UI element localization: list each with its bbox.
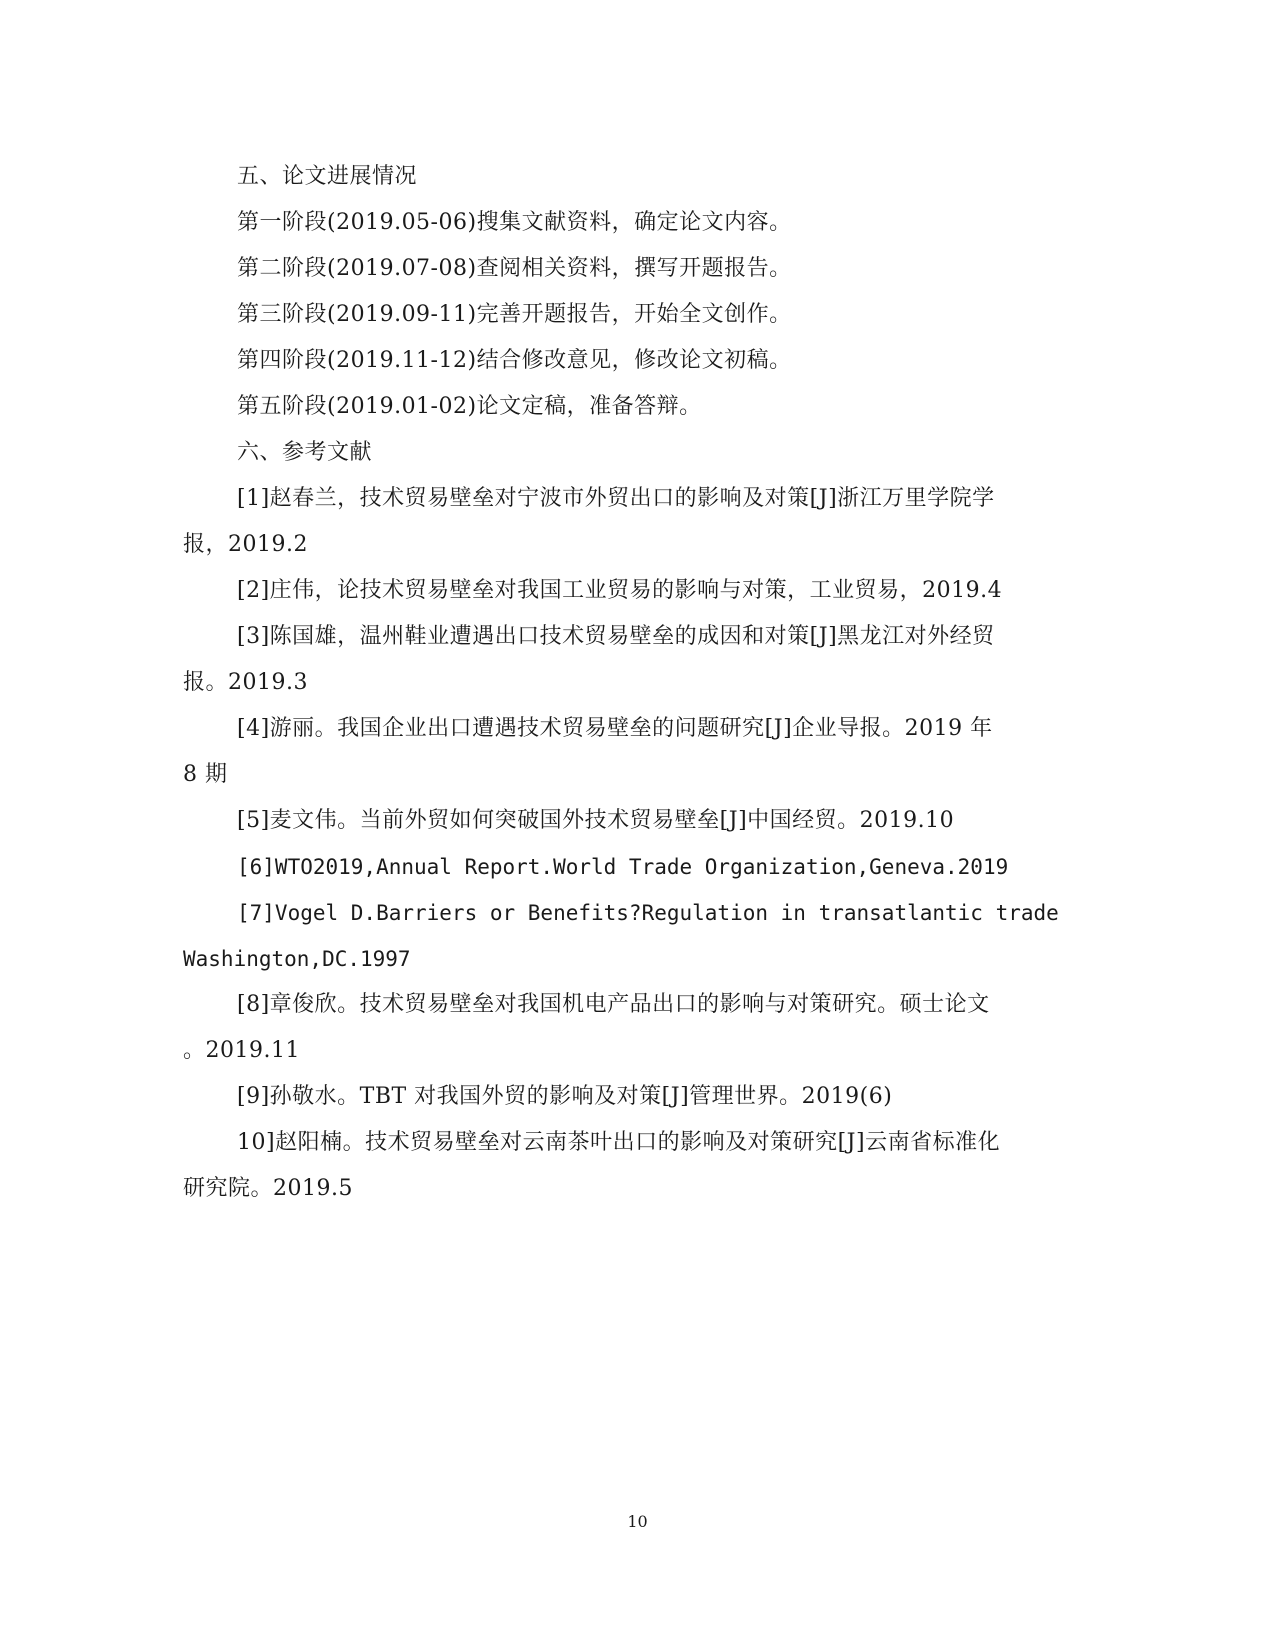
reference-10-line-2: 研究院。2019.5 bbox=[183, 1176, 353, 1201]
progress-stage-2: 第二阶段(2019.07-08)查阅相关资料，撰写开题报告。 bbox=[237, 256, 792, 281]
progress-stage-4: 第四阶段(2019.11-12)结合修改意见，修改论文初稿。 bbox=[237, 348, 792, 373]
section-heading-references: 六、参考文献 bbox=[237, 440, 373, 465]
reference-4-line-1: [4]游丽。我国企业出口遭遇技术贸易壁垒的问题研究[J]企业导报。2019 年 bbox=[237, 716, 993, 741]
progress-stage-3: 第三阶段(2019.09-11)完善开题报告，开始全文创作。 bbox=[237, 302, 792, 327]
reference-3-line-1: [3]陈国雄，温州鞋业遭遇出口技术贸易壁垒的成因和对策[J]黑龙江对外经贸 bbox=[237, 624, 995, 649]
reference-8-line-2: 。2019.11 bbox=[183, 1038, 300, 1063]
progress-stage-5: 第五阶段(2019.01-02)论文定稿，准备答辩。 bbox=[237, 394, 702, 419]
reference-7-line-2: Washington,DC.1997 bbox=[183, 947, 411, 971]
reference-5: [5]麦文伟。当前外贸如何突破国外技术贸易壁垒[J]中国经贸。2019.10 bbox=[237, 808, 955, 833]
reference-1-line-1: [1]赵春兰，技术贸易壁垒对宁波市外贸出口的影响及对策[J]浙江万里学院学 bbox=[237, 486, 995, 511]
reference-10-line-1: 10]赵阳楠。技术贸易壁垒对云南茶叶出口的影响及对策研究[J]云南省标准化 bbox=[237, 1130, 1001, 1155]
reference-9: [9]孙敬水。TBT 对我国外贸的影响及对策[J]管理世界。2019(6) bbox=[237, 1084, 893, 1109]
section-heading-progress: 五、论文进展情况 bbox=[237, 164, 418, 189]
reference-2: [2]庄伟，论技术贸易壁垒对我国工业贸易的影响与对策，工业贸易，2019.4 bbox=[237, 578, 1003, 603]
page-number: 10 bbox=[627, 1512, 648, 1531]
reference-4-line-2: 8 期 bbox=[183, 762, 228, 787]
reference-3-line-2: 报。2019.3 bbox=[183, 670, 308, 695]
reference-1-line-2: 报，2019.2 bbox=[183, 532, 308, 557]
reference-8-line-1: [8]章俊欣。技术贸易壁垒对我国机电产品出口的影响与对策研究。硕士论文 bbox=[237, 992, 990, 1017]
reference-6: [6]WTO2019,Annual Report.World Trade Organization,Geneva.2019 bbox=[237, 855, 1009, 879]
reference-7-line-1: [7]Vogel D.Barriers or Benefits?Regulation in transatlantic trade bbox=[237, 901, 1059, 925]
progress-stage-1: 第一阶段(2019.05-06)搜集文献资料，确定论文内容。 bbox=[237, 210, 792, 235]
